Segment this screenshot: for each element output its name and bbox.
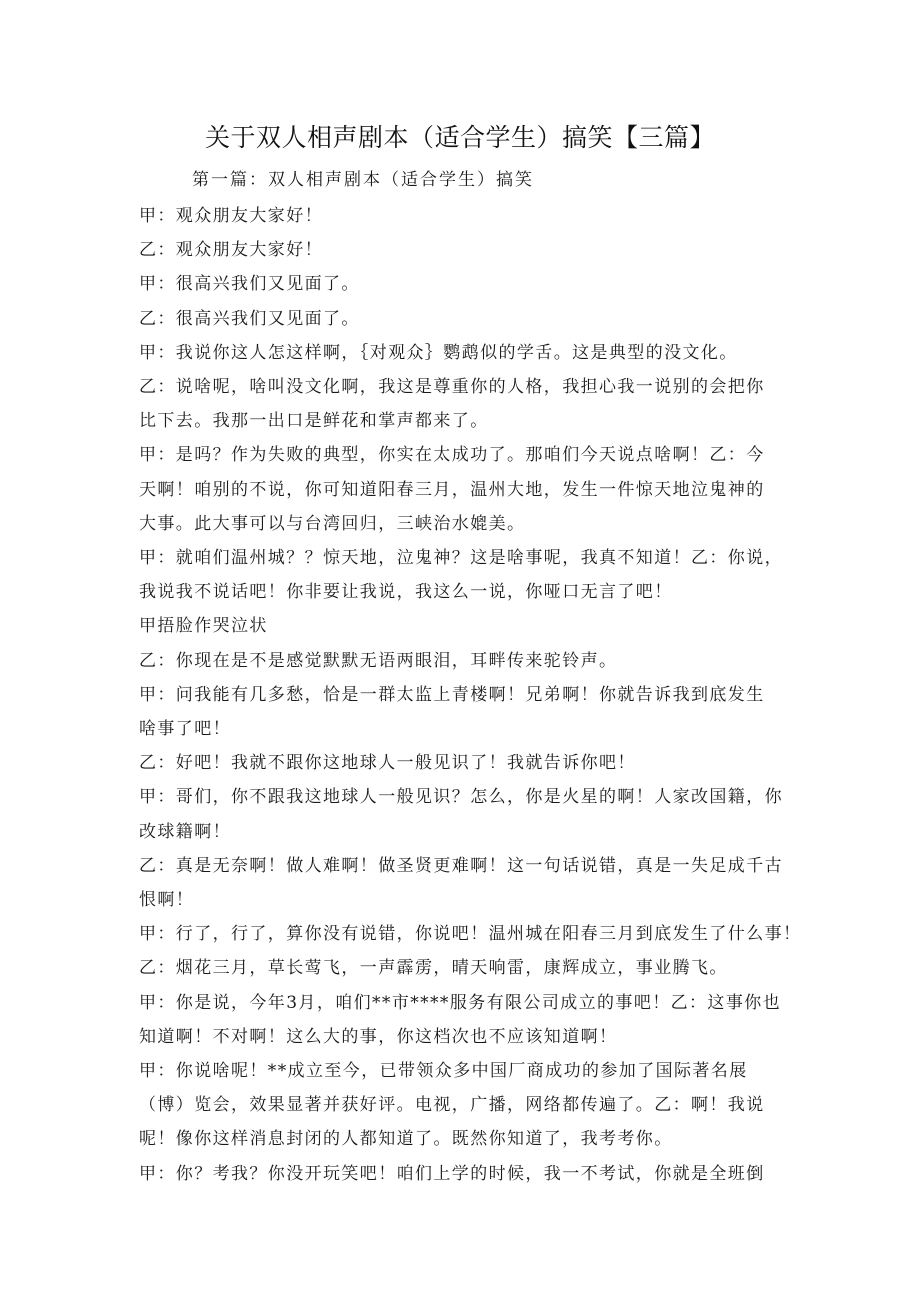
dialogue-line: 恨啊！ (139, 890, 195, 911)
dialogue-line: 乙：你现在是不是感觉默默无语两眼泪，耳畔传来驼铃声。 (139, 650, 618, 671)
dialogue-line: 甲：观众朋友大家好！ (139, 206, 323, 226)
dialogue-line: 大事。此大事可以与台湾回归，三峡治水媲美。 (139, 513, 526, 534)
dialogue-line: 乙：烟花三月，草长莺飞，一声霹雳，晴天响雷，康辉成立，事业腾飞。 (139, 958, 728, 979)
dialogue-line: 改球籍啊！ (139, 821, 231, 842)
dialogue-line: 我说我不说话吧！你非要让我说，我这么一说，你哑口无言了吧！ (139, 582, 673, 603)
dialogue-line: 甲：你是说，今年3月，咱们**市****服务有限公司成立的事吧！乙：这事你也 (139, 992, 782, 1013)
dialogue-line: 甲：你说啥呢！**成立至今，已带领众多中国厂商成功的参加了国际著名展 (139, 1061, 748, 1082)
dialogue-line: 甲：行了，行了，算你没有说错，你说吧！温州城在阳春三月到底发生了什么事！ (139, 924, 802, 945)
document-title: 关于双人相声剧本（适合学生）搞笑【三篇】 (204, 123, 715, 152)
dialogue-line: （博）览会，效果显著并获好评。电视，广播，网络都传遍了。乙：啊！我说 (139, 1095, 765, 1116)
dialogue-line: 呢！像你这样消息封闭的人都知道了。既然你知道了，我考考你。 (139, 1129, 673, 1150)
dialogue-line: 甲：我说你这人怎这样啊，｛对观众｝鹦鹉似的学舌。这是典型的没文化。 (139, 342, 738, 363)
dialogue-line: 甲：哥们，你不跟我这地球人一般见识？怎么，你是火星的啊！人家改国籍，你 (139, 787, 783, 808)
dialogue-line: 比下去。我那一出口是鲜花和掌声都来了。 (139, 411, 489, 432)
dialogue-line: 甲：就咱们温州城？？惊天地，泣鬼神？这是啥事呢，我真不知道！乙：你说， (139, 548, 783, 569)
dialogue-line: 乙：观众朋友大家好！ (139, 240, 323, 261)
dialogue-line: 甲：你？考我？你没开玩笑吧！咱们上学的时候，我一不考试，你就是全班倒 (139, 1163, 765, 1184)
dialogue-line: 甲捂脸作哭泣状 (139, 616, 268, 637)
dialogue-line: 甲：是吗？作为失败的典型，你实在太成功了。那咱们今天说点啥啊！乙：今 (139, 445, 765, 466)
dialogue-line: 乙：说啥呢，啥叫没文化啊，我这是尊重你的人格，我担心我一说别的会把你 (139, 377, 765, 398)
dialogue-line: 乙：很高兴我们又见面了。 (139, 308, 360, 329)
section-heading: 第一篇：双人相声剧本（适合学生）搞笑 (192, 170, 534, 190)
dialogue-line: 天啊！咱别的不说，你可知道阳春三月，温州大地，发生一件惊天地泣鬼神的 (139, 479, 765, 500)
dialogue-line: 甲：很高兴我们又见面了。 (139, 274, 360, 295)
document-body (139, 199, 802, 1191)
dialogue-line: 乙：真是无奈啊！做人难啊！做圣贤更难啊！这一句话说错，真是一失足成千古 (139, 855, 783, 876)
dialogue-line: 甲：问我能有几多愁，恰是一群太监上青楼啊！兄弟啊！你就告诉我到底发生 (139, 684, 765, 705)
dialogue-line: 知道啊！不对啊！这么大的事，你这档次也不应该知道啊！ (139, 1026, 618, 1047)
dialogue-line: 啥事了吧！ (139, 719, 231, 740)
dialogue-line: 乙：好吧！我就不跟你这地球人一般见识了！我就告诉你吧！ (139, 753, 636, 774)
